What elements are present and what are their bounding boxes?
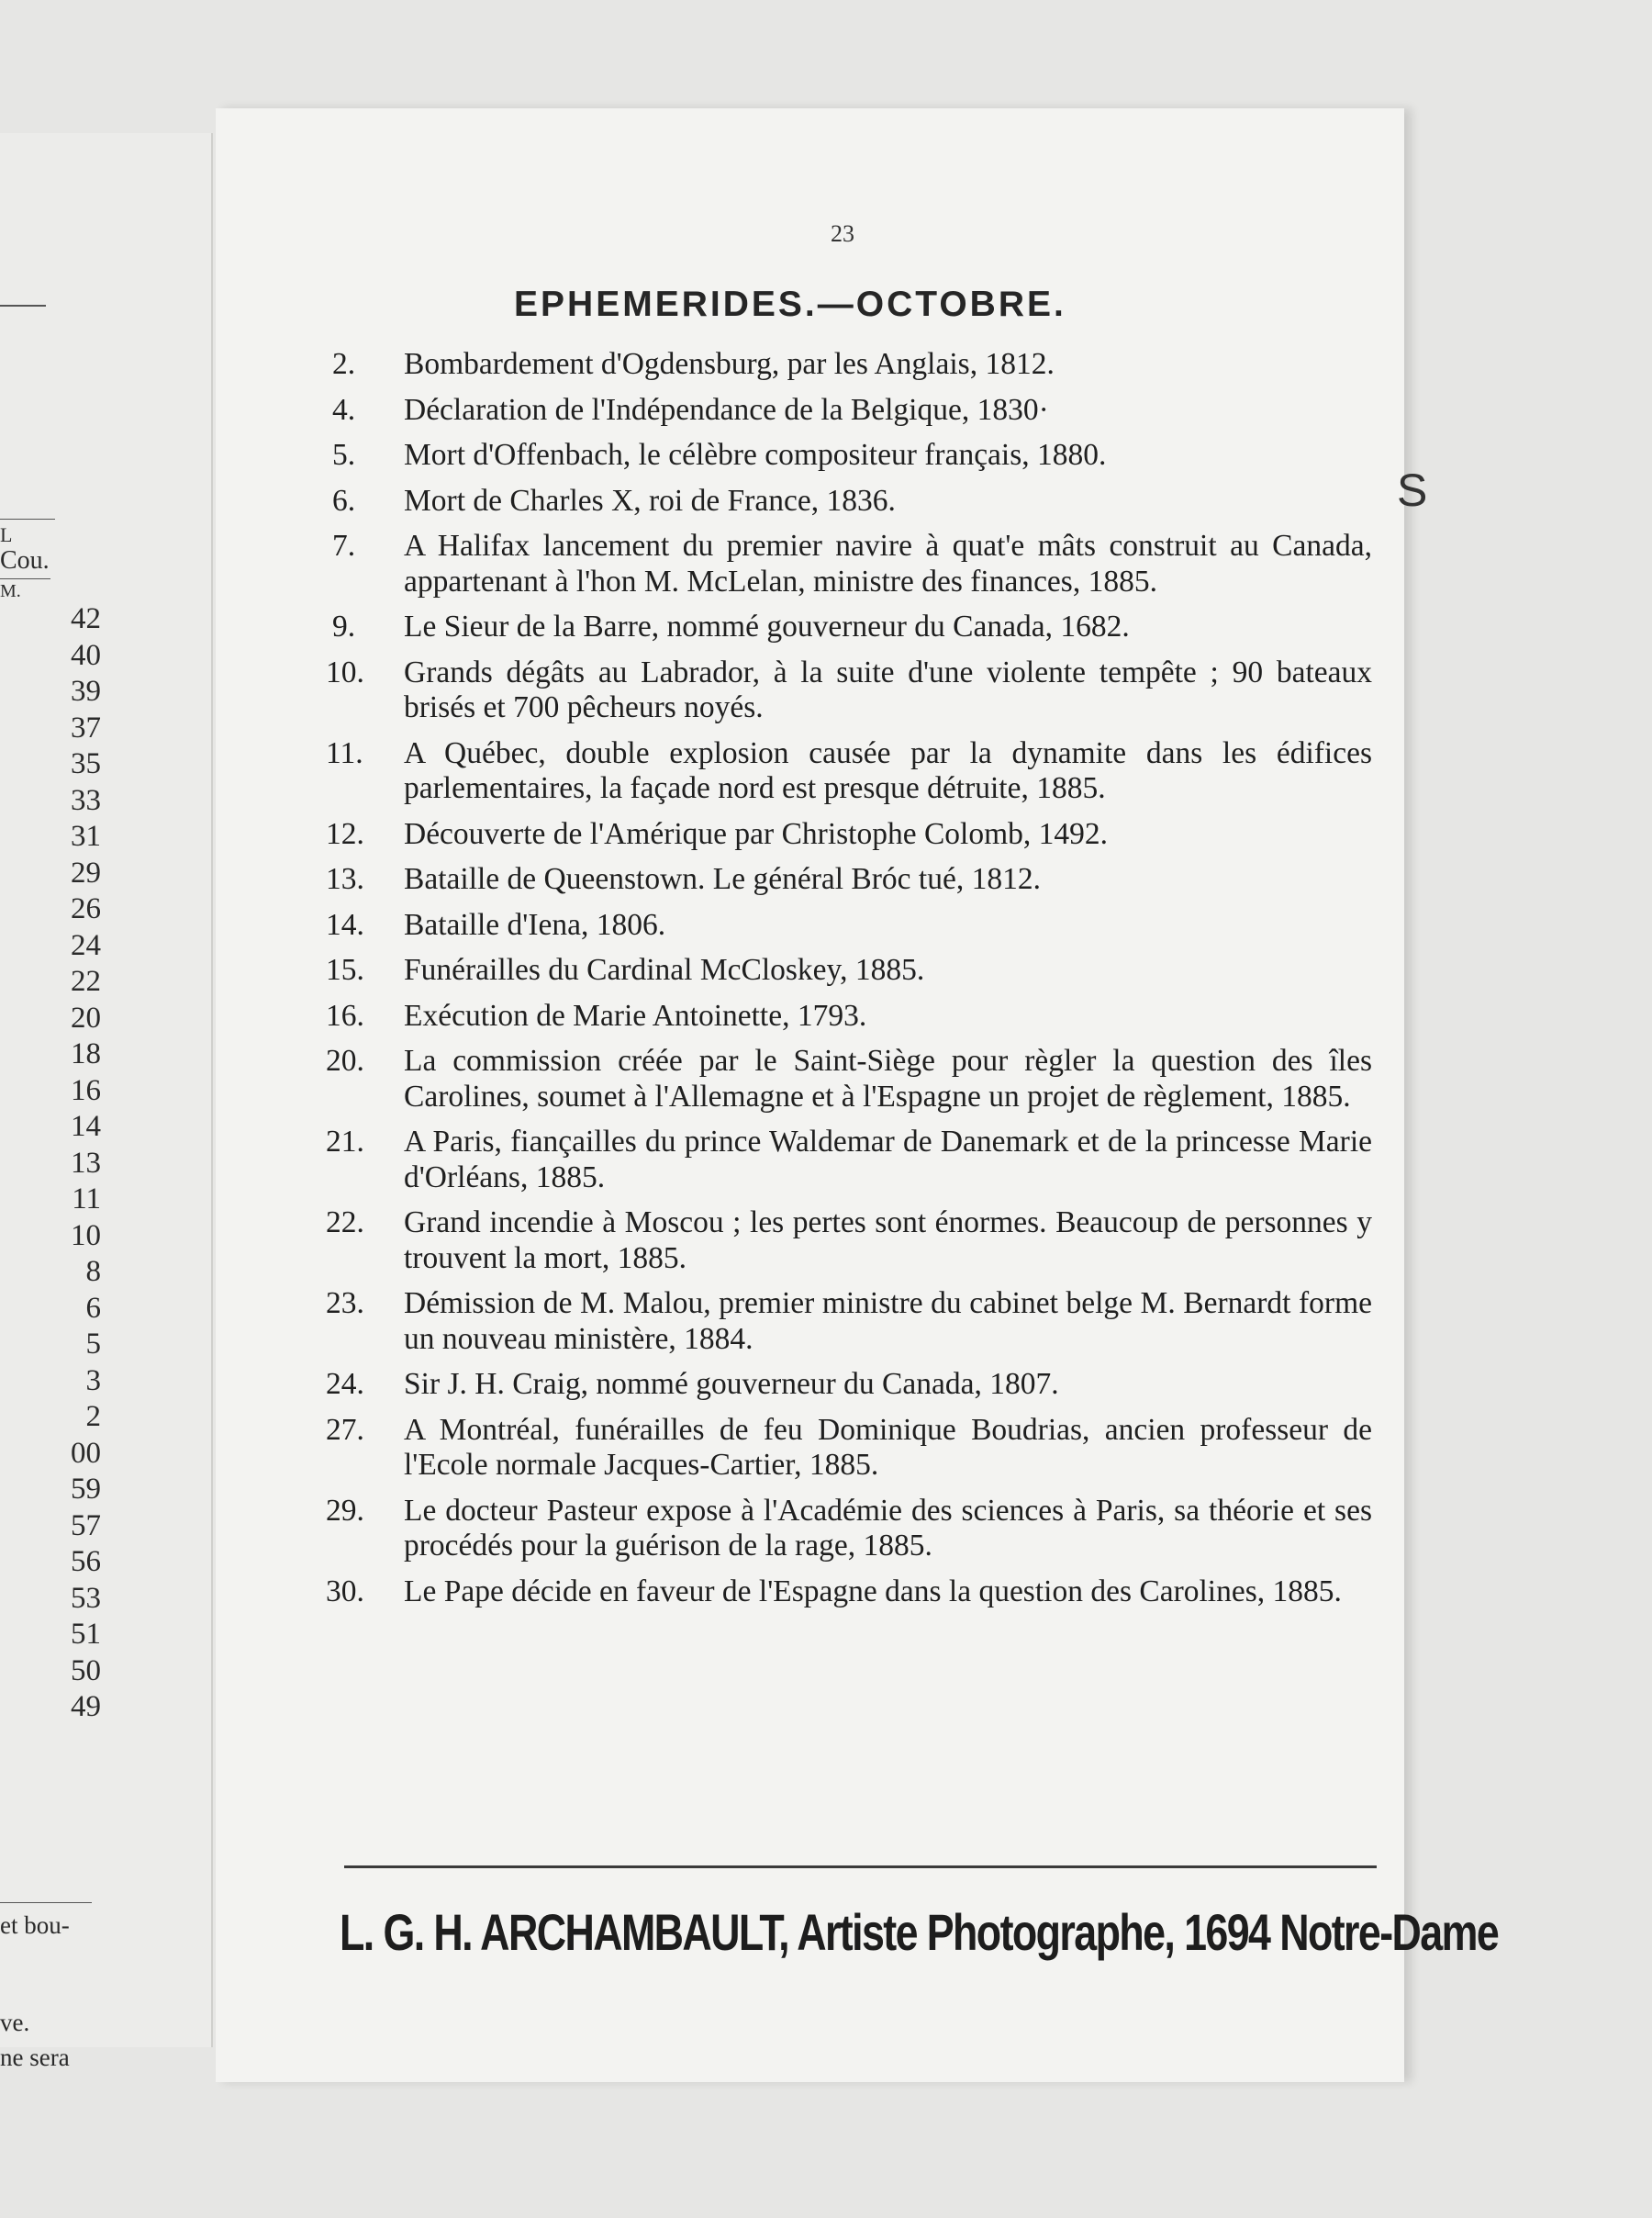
entry-text: Grands dégâts au Labrador, à la suite d'une violente tempête ; 90 bateaux brisés et 700 pêcheurs noyés. [404, 655, 1372, 724]
entry-day: 4. [332, 392, 356, 427]
left-page-number: 50 [71, 1653, 101, 1687]
left-page-number: 22 [71, 965, 101, 998]
entry-day: 24. [326, 1367, 364, 1401]
list-item [326, 610, 1372, 645]
left-page-number: 42 [71, 602, 101, 635]
left-page-number: 5 [85, 1327, 101, 1361]
left-page-number: 29 [71, 856, 101, 890]
left-page-number: 26 [71, 892, 101, 925]
list-item [326, 908, 1372, 944]
entry-text: Démission de M. Malou, premier ministre du cabinet belge M. Bernardt forme un nouveau ministère, 1884. [404, 1286, 1372, 1356]
entry-text: Découverte de l'Amérique par Christophe Colomb, 1492. [404, 816, 1109, 851]
entry-day: 13. [326, 862, 364, 896]
ephemerides-list [326, 347, 1372, 1619]
left-page-number: 33 [71, 783, 101, 817]
entry-day: 12. [326, 816, 364, 851]
entry-day: 21. [326, 1125, 364, 1159]
list-item [326, 1286, 1372, 1357]
left-header-line: Cou. [0, 546, 50, 575]
left-page-number: 10 [71, 1218, 101, 1252]
page-title: EPHEMERIDES.—OCTOBRE. [514, 285, 1066, 324]
list-item [326, 817, 1372, 853]
advertisement-footer: L. G. H. ARCHAMBAULT, Artiste Photographe, 1694 Notre-Dame [340, 1903, 1499, 1961]
left-page-number: 39 [71, 675, 101, 708]
left-page-number: 53 [71, 1581, 101, 1615]
left-page-number: 56 [71, 1545, 101, 1578]
list-item [326, 1494, 1372, 1564]
entry-text: A Halifax lancement du premier navire à quat'e mâts construit au Canada, appartenant à l'hon M. McLelan, ministre des finances, 1885. [404, 529, 1372, 599]
entry-day: 27. [326, 1412, 364, 1447]
entry-day: 9. [332, 610, 356, 644]
left-page-number-column [0, 601, 101, 1726]
entry-day: 30. [326, 1574, 364, 1608]
left-page-number: 40 [71, 638, 101, 672]
left-page-rule [0, 1902, 92, 1903]
list-item [326, 862, 1372, 898]
list-item [326, 438, 1372, 474]
entry-day: 23. [326, 1286, 364, 1320]
entry-text: Funérailles du Cardinal McCloskey, 1885. [404, 953, 925, 987]
entry-day: 10. [326, 655, 364, 689]
entry-text: Exécution de Marie Antoinette, 1793. [404, 998, 867, 1033]
list-item [326, 1125, 1372, 1195]
entry-day: 14. [326, 907, 364, 942]
entry-day: 16. [326, 998, 364, 1033]
entry-text: Mort d'Offenbach, le célèbre compositeur français, 1880. [404, 438, 1107, 472]
entry-text: A Québec, double explosion causée par la dynamite dans les édifices parlementaires, la façade nord est presque détruite, 1885. [404, 735, 1372, 805]
left-page-number: 16 [71, 1073, 101, 1107]
entry-text: Déclaration de l'Indépendance de la Belgique, 1830· [404, 392, 1049, 427]
entry-text: Bataille de Queenstown. Le général Bróc tué, 1812. [404, 862, 1041, 896]
left-page-number: 20 [71, 1001, 101, 1035]
list-item [326, 1574, 1372, 1610]
entry-text: A Paris, fiançailles du prince Waldemar de Danemark et de la princesse Marie d'Orléans, 1885. [404, 1125, 1372, 1194]
page-number: 23 [831, 220, 854, 247]
left-page-rule [0, 578, 50, 579]
entry-text: Le Sieur de la Barre, nommé gouverneur du Canada, 1682. [404, 610, 1130, 644]
list-item [326, 1205, 1372, 1276]
left-page-number: 3 [85, 1363, 101, 1397]
left-page-number: 57 [71, 1508, 101, 1542]
left-page-rule [0, 305, 46, 307]
list-item [326, 484, 1372, 520]
entry-text: A Montréal, funérailles de feu Dominique Boudrias, ancien professeur de l'Ecole normale Jacques-Cartier, 1885. [404, 1412, 1372, 1482]
list-item [326, 1367, 1372, 1403]
footer-rule [344, 1865, 1377, 1868]
left-header-line: L [0, 523, 13, 546]
left-page-number: 14 [71, 1110, 101, 1143]
list-item [326, 393, 1372, 429]
left-page-number: 11 [72, 1182, 101, 1215]
left-page-number: 6 [85, 1291, 101, 1325]
entry-day: 5. [332, 438, 356, 472]
list-item [326, 655, 1372, 726]
entry-day: 7. [332, 529, 356, 563]
entry-day: 6. [332, 483, 356, 518]
left-page-number: 24 [71, 928, 101, 962]
entry-day: 20. [326, 1044, 364, 1078]
left-page-number: 37 [71, 711, 101, 745]
left-page-number: 18 [71, 1037, 101, 1070]
left-page-number: 51 [71, 1618, 101, 1651]
entry-day: 22. [326, 1205, 364, 1239]
left-footer-line: ne sera [0, 2044, 70, 2071]
edge-letter: S [1397, 465, 1428, 516]
left-page-number: 13 [71, 1146, 101, 1180]
entry-day: 2. [332, 347, 356, 381]
list-item [326, 736, 1372, 807]
list-item [326, 953, 1372, 989]
entry-day: 11. [326, 735, 363, 770]
left-header-line: M. [0, 581, 21, 601]
entry-day: 15. [326, 953, 364, 987]
entry-text: Bombardement d'Ogdensburg, par les Anglais, 1812. [404, 347, 1055, 381]
entry-text: Le Pape décide en faveur de l'Espagne dans la question des Carolines, 1885. [404, 1574, 1342, 1608]
left-page-number: 00 [71, 1436, 101, 1470]
left-page-number: 31 [71, 820, 101, 853]
entry-text: Le docteur Pasteur expose à l'Académie des sciences à Paris, sa théorie et ses procédés pour la guérison de la rage, 1885. [404, 1493, 1372, 1563]
entry-text: Sir J. H. Craig, nommé gouverneur du Canada, 1807. [404, 1367, 1059, 1401]
entry-text: Grand incendie à Moscou ; les pertes sont énormes. Beaucoup de personnes y trouvent la mort, 1885. [404, 1205, 1372, 1275]
list-item [326, 1413, 1372, 1484]
entry-day: 29. [326, 1493, 364, 1528]
list-item [326, 529, 1372, 599]
list-item [326, 347, 1372, 383]
left-footer-line: ve. [0, 2009, 30, 2036]
left-page-number: 49 [71, 1690, 101, 1723]
list-item [326, 1044, 1372, 1115]
left-page-number: 8 [85, 1255, 101, 1288]
left-footer-line: et bou- [0, 1911, 70, 1939]
left-page-number: 2 [85, 1400, 101, 1433]
left-page-number: 59 [71, 1473, 101, 1506]
list-item [326, 999, 1372, 1035]
left-page-rule [0, 519, 55, 520]
left-page-number: 35 [71, 747, 101, 780]
entry-text: La commission créée par le Saint-Siège pour règler la question des îles Carolines, soumet à l'Allemagne et à l'Espagne un projet de règlement, 1885. [404, 1044, 1372, 1114]
entry-text: Mort de Charles X, roi de France, 1836. [404, 483, 896, 518]
entry-text: Bataille d'Iena, 1806. [404, 907, 666, 942]
